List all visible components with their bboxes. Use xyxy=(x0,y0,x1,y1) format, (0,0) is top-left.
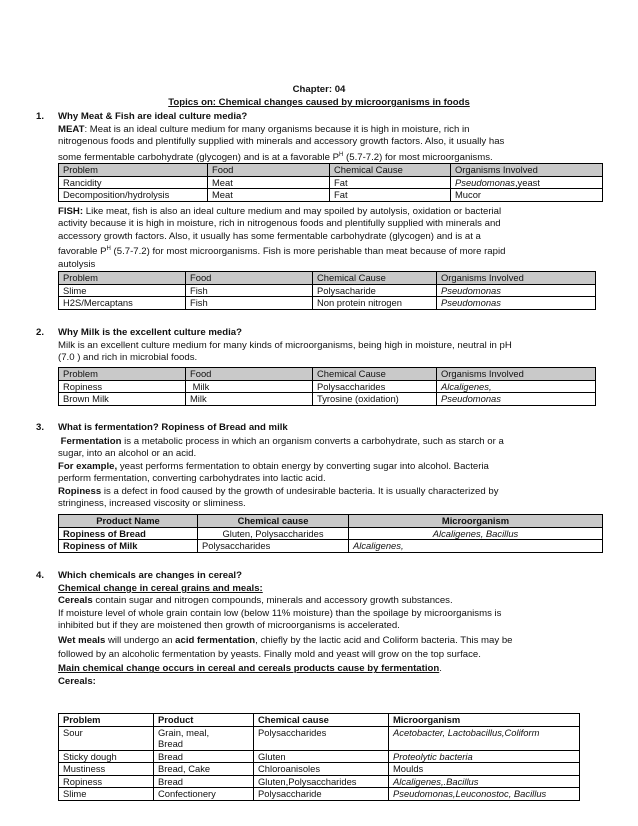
table-header-cell: Problem xyxy=(59,714,154,727)
table-cell: Bread, Cake xyxy=(154,763,254,776)
table-cell: Alcaligenes,.Bacillus xyxy=(389,775,580,788)
meat-label: MEAT xyxy=(58,124,85,135)
table-cell: Non protein nitrogen xyxy=(313,297,437,310)
question-3-title: What is fermentation? Ropiness of Bread and milk xyxy=(58,422,288,433)
question-3-number: 3. xyxy=(36,422,45,433)
table-row xyxy=(59,176,603,189)
cereals-line-2: If moisture level of whole grain contain low (below 11% moisture) than the spoilage by microorganisms is xyxy=(58,607,502,619)
wet-meals-mid: will undergo an xyxy=(105,634,176,646)
table-cell: Fat xyxy=(330,189,451,202)
fish-paragraph xyxy=(58,206,598,271)
fish-line-4a: favorable P xyxy=(58,246,107,258)
table-row xyxy=(59,297,596,310)
table-cell: Ropiness xyxy=(59,380,186,393)
table-header-cell: Problem xyxy=(59,164,208,177)
table-cell: Moulds xyxy=(389,763,580,776)
fish-ph-sup: H xyxy=(106,246,111,253)
table-cell: Polysacharide xyxy=(313,284,437,297)
table-header-row xyxy=(59,164,603,177)
table-cell: Bread xyxy=(154,775,254,788)
table-row xyxy=(59,540,603,553)
table-cell: Ropiness of Bread xyxy=(59,527,198,540)
wet-meals-line-2: followed by an alcoholic fermentation by yeasts. Finally mold and yeast will grow on the top surface. xyxy=(58,649,481,661)
fish-line-2: activity because it is high in moisture, rich in nitrogenous foods and plentifully supplied with minerals and xyxy=(58,218,501,230)
table-cell: Polysaccharides xyxy=(313,380,437,393)
table-cell: Alcaligenes, xyxy=(349,540,603,553)
table-header-cell: Organisms Involved xyxy=(451,164,603,177)
example-line-1: yeast performs fermentation to obtain energy by converting sugar into alcohol. Bacteria xyxy=(117,460,489,472)
table-cell: Bread xyxy=(154,750,254,763)
milk-line-2: (7.0 ) and rich in microbial foods. xyxy=(58,352,198,364)
table-cell: Decomposition/hydrolysis xyxy=(59,189,208,202)
table-row xyxy=(59,788,580,801)
acid-fermentation-label: acid fermentation xyxy=(175,634,256,646)
table-cell: Confectionery xyxy=(154,788,254,801)
cereals-line-1: contain sugar and nitrogen compounds, minerals and accessory growth substances. xyxy=(92,595,453,607)
ropiness-label: Ropiness xyxy=(58,485,102,497)
ropiness-table xyxy=(58,514,603,553)
cereals-table-label: Cereals: xyxy=(58,675,96,687)
fish-label: FISH: xyxy=(58,206,84,217)
table-cell: Slime xyxy=(59,284,186,297)
cereals-line-3: inhibited but if they are moistened then growth of microorganisms is accelerated. xyxy=(58,620,400,632)
meat-line-3a: some fermentable carbohydrate (glycogen) and is at a favorable P xyxy=(58,152,340,163)
table-header-row xyxy=(59,272,596,285)
table-cell: Pseudomonas xyxy=(437,284,596,297)
table-row xyxy=(59,284,596,297)
question-1-title: Why Meat & Fish are ideal culture media? xyxy=(58,111,248,122)
table-header-cell: Chemical cause xyxy=(254,714,389,727)
question-4-title: Which chemicals are changes in cereal? xyxy=(58,570,242,581)
table-header-row xyxy=(59,368,596,381)
organism-extra: ,yeast xyxy=(514,176,540,188)
table-cell: Gluten, Polysaccharides xyxy=(198,527,349,540)
main-change-heading: Main chemical change occurs in cereal and cereals products cause by fermentation xyxy=(58,663,440,675)
table-header-cell: Chemical Cause xyxy=(313,368,437,381)
milk-table xyxy=(58,367,596,406)
fermentation-line-2: sugar, into an alcohol or an acid. xyxy=(58,448,197,460)
table-cell: Fish xyxy=(186,284,313,297)
table-row xyxy=(59,393,596,406)
meat-ph-sup: H xyxy=(339,151,344,158)
main-change-period: . xyxy=(439,663,442,675)
table-row xyxy=(59,189,603,202)
question-2 xyxy=(36,327,242,339)
fish-line-3: accessory growth factors. Also, it usually has some fermentable carbohydrate (glycogen) and is at a xyxy=(58,230,481,242)
table-cell xyxy=(451,176,603,189)
question-3 xyxy=(36,422,288,434)
table-cell: Slime xyxy=(59,788,154,801)
product-line-1: Grain, meal, xyxy=(158,726,210,738)
example-line-2: perform fermentation, converting carbohydrates into lactic acid. xyxy=(58,473,326,485)
table-cell: Proteolytic bacteria xyxy=(389,750,580,763)
fish-table xyxy=(58,271,596,310)
fermentation-label: Fermentation xyxy=(60,436,122,447)
milk-line-1: Milk is an excellent culture medium for many kinds of microorganisms, being high in moisture, neutral in pH xyxy=(58,340,512,351)
table-cell: Polysaccharides xyxy=(254,726,389,750)
table-cell: Brown Milk xyxy=(59,393,186,406)
table-header-cell: Chemical Cause xyxy=(330,164,451,177)
table-cell: Acetobacter, Lactobacillus,Coliform xyxy=(389,726,580,750)
table-header-cell: Problem xyxy=(59,368,186,381)
table-header-cell: Food xyxy=(186,368,313,381)
table-cell xyxy=(154,726,254,750)
meat-line-3b: (5.7-7.2) for most microorganisms. xyxy=(343,152,493,163)
table-header-cell: Organisms Involved xyxy=(437,272,596,285)
fermentation-line-1: is a metabolic process in which an organism converts a carbohydrate, such as starch or a xyxy=(121,436,504,447)
milk-paragraph xyxy=(58,340,598,365)
table-header-cell: Problem xyxy=(59,272,186,285)
table-cell: Ropiness of Milk xyxy=(59,540,198,553)
question-4-number: 4. xyxy=(36,570,45,581)
table-cell: Rancidity xyxy=(59,176,208,189)
table-header-row xyxy=(59,515,603,528)
table-cell: Milk xyxy=(186,380,313,393)
table-cell: H2S/Mercaptans xyxy=(59,297,186,310)
table-cell: Milk xyxy=(186,393,313,406)
topics-heading: Topics on: Chemical changes caused by microorganisms in foods xyxy=(168,97,470,108)
table-header-cell: Food xyxy=(208,164,330,177)
table-cell: Gluten xyxy=(254,750,389,763)
table-cell: Alcaligenes, Bacillus xyxy=(349,527,603,540)
table-cell: Meat xyxy=(208,176,330,189)
table-cell: Pseudomonas xyxy=(437,393,596,406)
table-row xyxy=(59,750,580,763)
product-line-2: Bread xyxy=(158,738,184,749)
table-row xyxy=(59,380,596,393)
question-2-title: Why Milk is the excellent culture media? xyxy=(58,327,242,338)
table-cell: Sticky dough xyxy=(59,750,154,763)
table-cell: Mucor xyxy=(451,189,603,202)
meat-table xyxy=(58,163,603,202)
table-header-cell: Organisms Involved xyxy=(437,368,596,381)
table-cell: Mustiness xyxy=(59,763,154,776)
table-cell: Polysaccharide xyxy=(254,788,389,801)
wet-meals-line-1: , chiefly by the lactic acid and Coliform bacteria. This may be xyxy=(255,634,513,646)
chapter-title: Chapter: 04 xyxy=(292,84,346,95)
example-label: For example, xyxy=(58,460,118,472)
fermentation-paragraph xyxy=(58,436,598,510)
table-header-cell: Product xyxy=(154,714,254,727)
cereals-table xyxy=(58,713,580,801)
table-cell: Sour xyxy=(59,726,154,750)
table-cell: Meat xyxy=(208,189,330,202)
table-cell: Polysaccharides xyxy=(198,540,349,553)
table-cell: Pseudomonas,Leuconostoc, Bacillus xyxy=(389,788,580,801)
ropiness-line-2: stringiness, increased viscosity or sliminess. xyxy=(58,498,246,510)
table-header-cell: Microorganism xyxy=(389,714,580,727)
question-4 xyxy=(36,570,242,582)
table-header-cell: Chemical cause xyxy=(198,515,349,528)
table-header-cell: Microorganism xyxy=(349,515,603,528)
cereals-label: Cereals xyxy=(58,595,93,607)
fish-line-5: autolysis xyxy=(58,258,96,270)
table-cell: Chloroanisoles xyxy=(254,763,389,776)
fish-line-1: Like meat, fish is also an ideal culture medium and may spoiled by autolysis, oxidation or bacterial xyxy=(83,206,502,217)
table-cell: Ropiness xyxy=(59,775,154,788)
table-cell: Fish xyxy=(186,297,313,310)
question-2-number: 2. xyxy=(36,327,45,338)
meat-line-2: nitrogenous foods and plentifully supplied with minerals and accessory growth factors. Also, it usually has xyxy=(58,136,505,148)
meat-paragraph xyxy=(58,124,598,164)
organism-name: Pseudomonas xyxy=(455,176,515,188)
cereal-subtitle: Chemical change in cereal grains and meals: xyxy=(58,583,263,594)
table-cell: Tyrosine (oxidation) xyxy=(313,393,437,406)
table-header-cell: Chemical Cause xyxy=(313,272,437,285)
meat-line-1: : Meat is an ideal culture medium for many organisms because it is high in moisture, rich in xyxy=(84,124,470,135)
ropiness-line-1: is a defect in food caused by the growth of undesirable bacteria. It is usually characterized by xyxy=(101,485,499,497)
table-cell: Pseudomonas xyxy=(437,297,596,310)
cereal-paragraph xyxy=(58,583,618,688)
table-header-cell: Food xyxy=(186,272,313,285)
question-1 xyxy=(36,111,247,123)
table-header-row xyxy=(59,714,580,727)
table-row xyxy=(59,763,580,776)
table-cell: Alcaligenes, xyxy=(437,380,596,393)
wet-meals-label: Wet meals xyxy=(58,634,106,646)
fish-line-4b: (5.7-7.2) for most microorganisms. Fish is more perishable than meat because of more rapid xyxy=(110,246,506,258)
table-row xyxy=(59,775,580,788)
table-cell: Gluten,Polysaccharides xyxy=(254,775,389,788)
table-header-cell: Product Name xyxy=(59,515,198,528)
question-1-number: 1. xyxy=(36,111,45,122)
table-cell: Fat xyxy=(330,176,451,189)
table-row xyxy=(59,527,603,540)
